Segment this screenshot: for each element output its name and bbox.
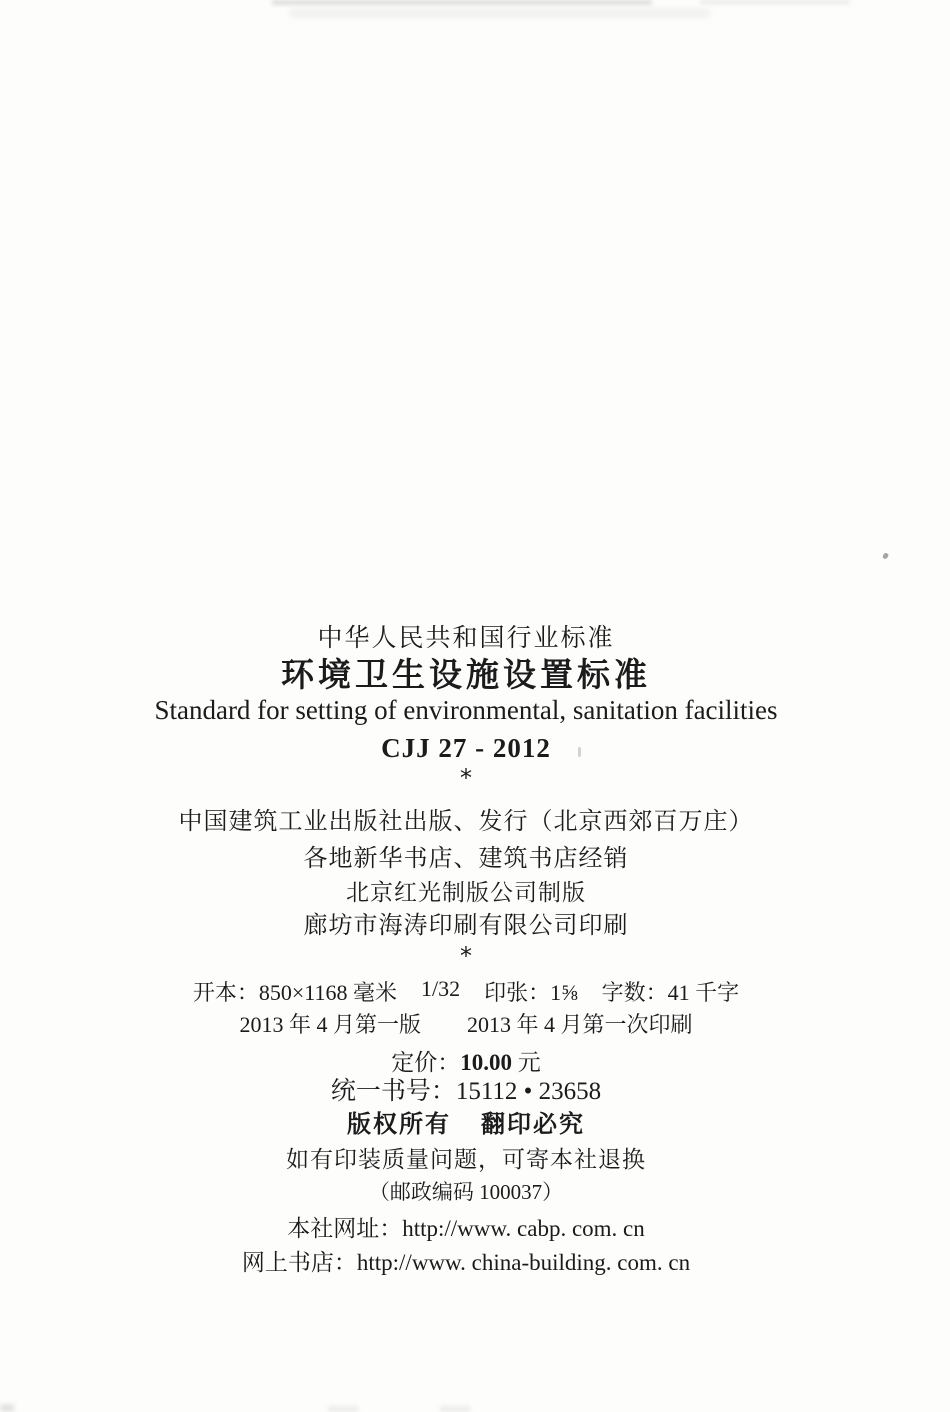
scan-artifact	[328, 1406, 358, 1412]
price-label: 定价：	[391, 1050, 461, 1075]
price-value: 10.00	[460, 1050, 512, 1075]
quality-notice: 如有印装质量问题，可寄本社退换	[286, 1147, 646, 1172]
publisher-line: 中国建筑工业出版社出版、发行（北京西郊百万庄）	[178, 809, 754, 835]
document-title-zh: 环境卫生设施设置标准	[281, 656, 651, 693]
website-url: http://www. cabp. com. cn	[402, 1216, 645, 1241]
sheet-size: 开本：850×1168 毫米	[192, 980, 397, 1005]
format-fraction: 1/32	[420, 976, 461, 1001]
scan-artifact	[272, 0, 652, 5]
distribution-line: 各地新华书店、建筑书店经销	[303, 846, 629, 872]
postal-code: （邮政编码 100037）	[368, 1180, 564, 1204]
book-number-line	[0, 1071, 932, 1107]
first-edition: 2013 年 4 月第一版	[239, 1012, 421, 1037]
format-specs-line	[0, 976, 932, 1007]
publisher-website-line	[0, 1210, 932, 1243]
word-count: 字数：41 千字	[601, 980, 740, 1005]
book-number-label: 统一书号：	[330, 1078, 456, 1105]
bookstore-url: http://www. china-building. com. cn	[356, 1250, 691, 1275]
printing-line: 廊坊市海涛印刷有限公司印刷	[303, 913, 629, 939]
first-printing: 2013 年 4 月第一次印刷	[467, 1012, 693, 1037]
standard-series-label: 中华人民共和国行业标准	[317, 624, 615, 652]
edition-line	[0, 1008, 932, 1039]
book-number-value: 15112 • 23658	[455, 1078, 602, 1105]
separator-star: *	[460, 942, 472, 970]
price-unit: 元	[512, 1050, 541, 1075]
separator-star: *	[460, 764, 472, 792]
bookstore-label: 网上书店：	[241, 1250, 357, 1275]
standard-code: CJJ 27 - 2012	[381, 733, 551, 763]
copyright-left: 版权所有	[347, 1111, 451, 1138]
scan-artifact	[882, 552, 889, 560]
scan-artifact	[0, 1404, 14, 1412]
scan-artifact	[440, 1406, 470, 1412]
document-title-en: Standard for setting of environmental, sanitation facilities	[154, 695, 778, 725]
copyright-notice	[0, 1104, 932, 1139]
website-label: 本社网址：	[287, 1216, 403, 1241]
scan-artifact	[700, 0, 850, 4]
online-bookstore-line	[0, 1244, 932, 1277]
copyright-right: 翻印必究	[481, 1111, 585, 1138]
scan-artifact	[290, 8, 710, 18]
plate-making-line: 北京红光制版公司制版	[346, 880, 586, 905]
print-sheets: 印张：1⅝	[484, 980, 578, 1005]
